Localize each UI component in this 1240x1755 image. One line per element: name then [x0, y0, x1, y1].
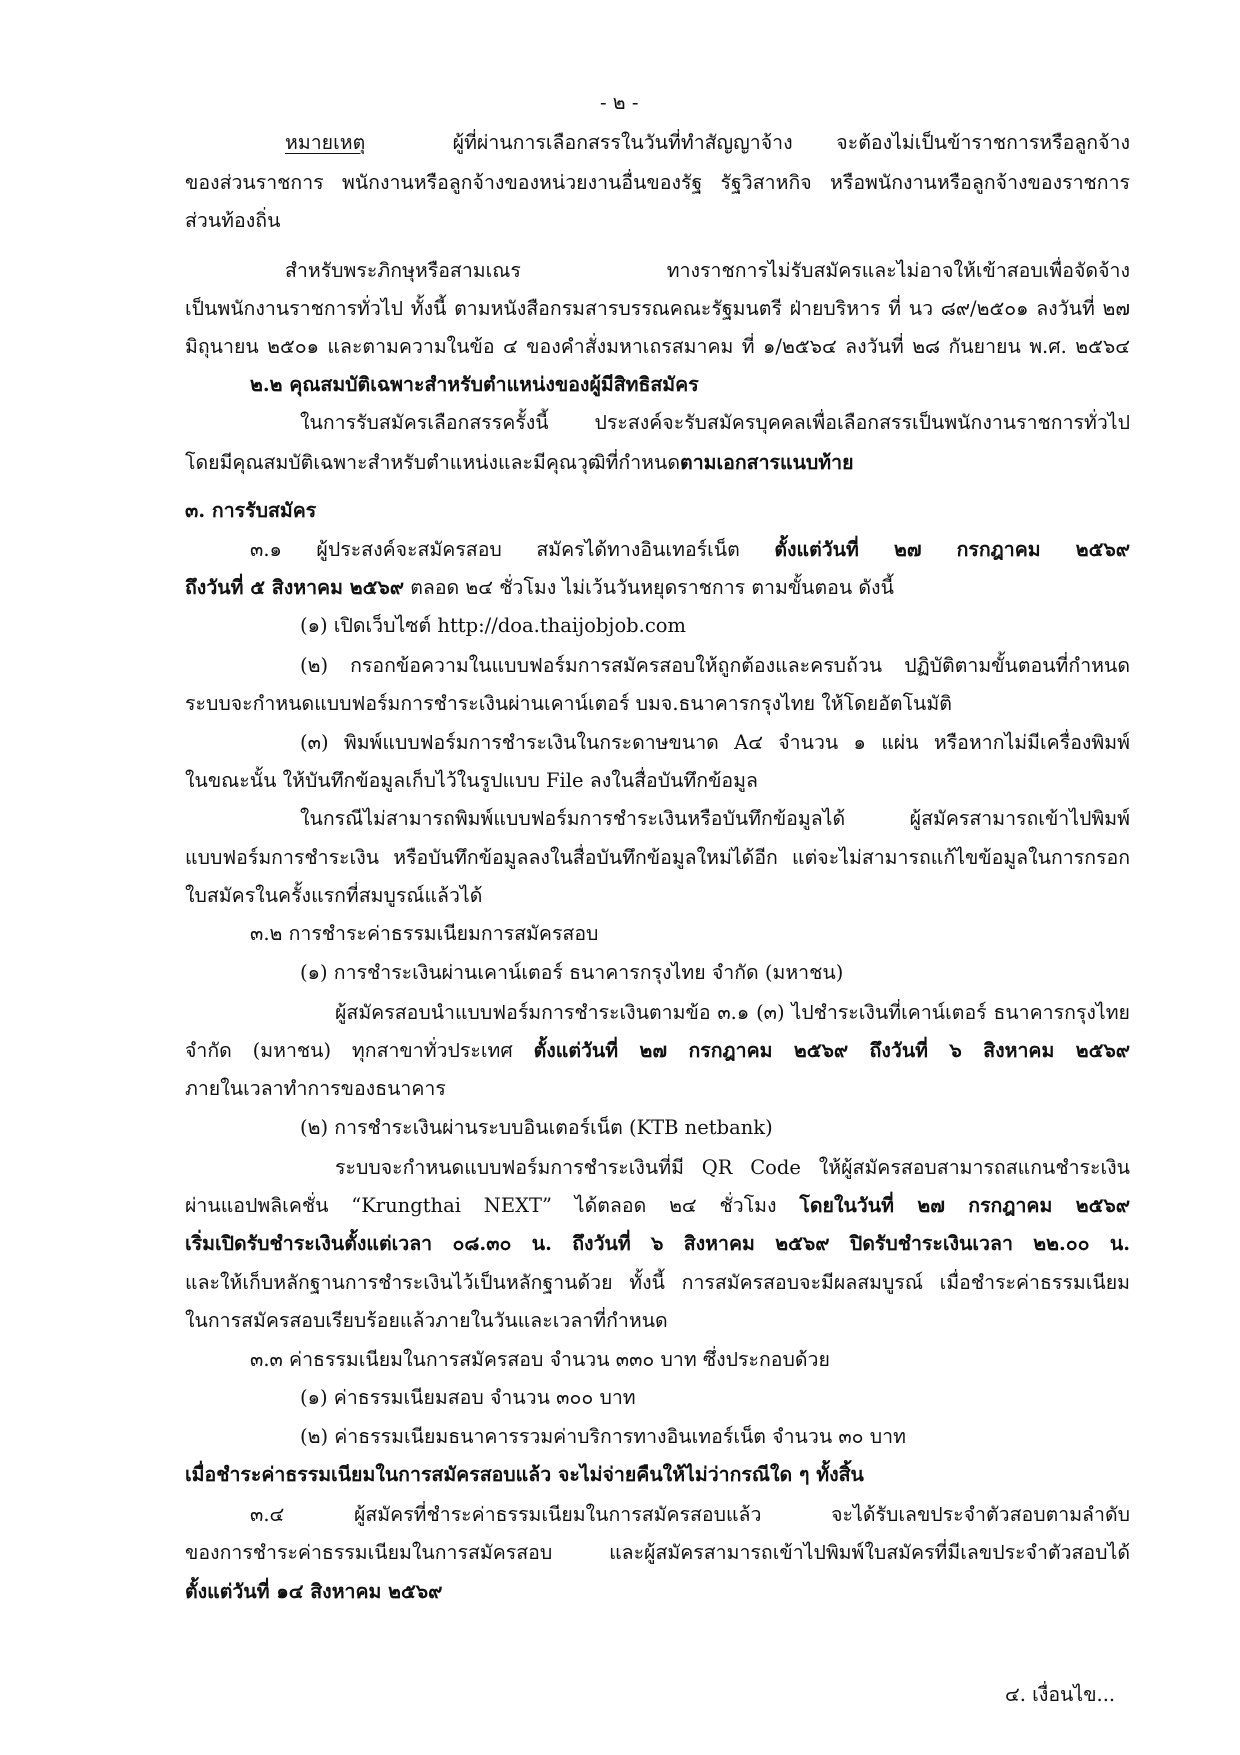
s31-item-2-line-2: ระบบจะกำหนดแบบฟอร์มการชำระเงินผ่านเคาน์เตอร์ บมจ.ธนาคารกรุงไทย ให้โดยอัตโนมัติ — [185, 692, 952, 715]
s32-item-2-line-4: และให้เก็บหลักฐานการชำระเงินไว้เป็นหลักฐานด้วย ทั้งนี้ การสมัครสอบจะมีผลสมบูรณ์ เมื่อชำระค่าธรรมเนียม — [185, 1271, 1130, 1294]
note-line-3: ส่วนท้องถิ่น — [185, 209, 281, 232]
s31-para-line-1: ในกรณีไม่สามารถพิมพ์แบบฟอร์มการชำระเงินหรือบันทึกข้อมูลได้ ผู้สมัครสามารถเข้าไปพิมพ์ — [300, 807, 1130, 830]
s34-line-3: ตั้งแต่วันที่ ๑๔ สิงหาคม ๒๕๖๙ — [185, 1580, 443, 1603]
section-3-heading: ๓. การรับสมัคร — [185, 499, 317, 522]
s33-line-1: ๓.๓ ค่าธรรมเนียมในการสมัครสอบ จำนวน ๓๓๐ บาท ซึ่งประกอบด้วย — [250, 1348, 830, 1371]
s31-line-1 — [250, 537, 1130, 563]
s32-item-2-line-2 — [185, 1193, 1130, 1219]
note-label: หมายเหตุ — [285, 131, 366, 154]
s32-item-1-line-3: ภายในเวลาทำการของธนาคาร — [185, 1077, 446, 1100]
monk-line-3: มิถุนายน ๒๕๐๑ และตามความในข้อ ๔ ของคำสั่งมหาเถรสมาคม ที่ ๑/๒๕๖๔ ลงวันที่ ๒๘ กันยายน พ.ศ. ๒๕๖๔ — [185, 335, 1130, 358]
s31-line-1a: ๓.๑ ผู้ประสงค์จะสมัครสอบ สมัครได้ทางอินเทอร์เน็ต — [250, 538, 740, 561]
s32-item-1-line-2a: จำกัด (มหาชน) ทุกสาขาทั่วประเทศ — [185, 1039, 513, 1062]
s32-item-1-line-1: ผู้สมัครสอบนำแบบฟอร์มการชำระเงินตามข้อ ๓.๑ (๓) ไปชำระเงินที่เคาน์เตอร์ ธนาคารกรุงไทย — [335, 1001, 1130, 1024]
monk-line-1: สำหรับพระภิกษุหรือสามเณร ทางราชการไม่รับสมัครและไม่อาจให้เข้าสอบเพื่อจัดจ้าง — [285, 259, 1130, 282]
s31-line-2b: ตลอด ๒๔ ชั่วโมง ไม่เว้นวันหยุดราชการ ตามขั้นตอน ดังนี้ — [410, 576, 894, 599]
s31-item-1: (๑) เปิดเว็บไซต์ http://doa.thaijobjob.com — [300, 614, 687, 637]
s31-para-line-3: ใบสมัครในครั้งแรกที่สมบูรณ์แล้วได้ — [185, 884, 483, 907]
s31-item-2-line-1: (๒) กรอกข้อความในแบบฟอร์มการสมัครสอบให้ถูกต้องและครบถ้วน ปฏิบัติตามขั้นตอนที่กำหนด — [300, 654, 1130, 677]
s34-line-2: ของการชำระค่าธรรมเนียมในการสมัครสอบ และผู้สมัครสามารถเข้าไปพิมพ์ใบสมัครที่มีเลขประจำตัวสอบได้ — [185, 1541, 1130, 1564]
s22-line-2 — [185, 450, 854, 476]
s32-item-2-line-3: เริ่มเปิดรับชำระเงินตั้งแต่เวลา ๐๘.๓๐ น. ถึงวันที่ ๖ สิงหาคม ๒๕๖๙ ปิดรับชำระเงินเวลา ๒๒.๐๐ น. — [185, 1232, 1130, 1255]
page-number: - ๒ - — [600, 91, 639, 114]
s22-line-2a: โดยมีคุณสมบัติเฉพาะสำหรับตำแหน่งและมีคุณวุฒิที่กำหนด — [185, 451, 681, 474]
note-text-1: ผู้ที่ผ่านการเลือกสรรในวันที่ทำสัญญาจ้าง จะต้องไม่เป็นข้าราชการหรือลูกจ้าง — [452, 131, 1130, 154]
s22-attachment: ตามเอกสารแนบท้าย — [680, 451, 854, 474]
section-3-2-heading: ๓.๒ การชำระค่าธรรมเนียมการสมัครสอบ — [250, 922, 599, 945]
continuation-marker: ๔. เงื่อนไข... — [1005, 1683, 1116, 1706]
s32-item-2-line-2a: ผ่านแอปพลิเคชั่น “Krungthai NEXT” ได้ตลอด ๒๔ ชั่วโมง — [185, 1194, 777, 1217]
s22-line-1: ในการรับสมัครเลือกสรรครั้งนี้ ประสงค์จะรับสมัครบุคคลเพื่อเลือกสรรเป็นพนักงานราชการทั่วไป — [300, 411, 1130, 434]
s32-item-1: (๑) การชำระเงินผ่านเคาน์เตอร์ ธนาคารกรุงไทย จำกัด (มหาชน) — [300, 961, 844, 984]
s32-item-1-line-2 — [185, 1038, 1130, 1064]
s31-line-2 — [185, 575, 894, 601]
s32-item-2: (๒) การชำระเงินผ่านระบบอินเตอร์เน็ต (KTB netbank) — [300, 1116, 773, 1139]
note-line-2: ของส่วนราชการ พนักงานหรือลูกจ้างของหน่วยงานอื่นของรัฐ รัฐวิสาหกิจ หรือพนักงานหรือลูกจ้างของราชการ — [185, 171, 1130, 194]
s32-item-2-line-1: ระบบจะกำหนดแบบฟอร์มการชำระเงินที่มี QR Code ให้ผู้สมัครสอบสามารถสแกนชำระเงิน — [335, 1156, 1130, 1179]
s31-item-3-line-1: (๓) พิมพ์แบบฟอร์มการชำระเงินในกระดาษขนาด A๔ จำนวน ๑ แผ่น หรือหากไม่มีเครื่องพิมพ์ — [300, 731, 1130, 754]
s32-counter-dates: ตั้งแต่วันที่ ๒๗ กรกฎาคม ๒๕๖๙ ถึงวันที่ ๖ สิงหาคม ๒๕๖๙ — [533, 1039, 1130, 1062]
note-line-1 — [285, 130, 1130, 156]
s32-online-start: โดยในวันที่ ๒๗ กรกฎาคม ๒๕๖๙ — [799, 1194, 1130, 1217]
s31-para-line-2: แบบฟอร์มการชำระเงิน หรือบันทึกข้อมูลลงในสื่อบันทึกข้อมูลใหม่ได้อีก แต่จะไม่สามารถแก้ไขข้อมูลในการกรอก — [185, 846, 1130, 869]
s32-item-2-line-5: ในการสมัครสอบเรียบร้อยแล้วภายในวันและเวลาที่กำหนด — [185, 1309, 668, 1332]
s31-end-date: ถึงวันที่ ๕ สิงหาคม ๒๕๖๙ — [185, 576, 404, 599]
s34-line-1: ๓.๔ ผู้สมัครที่ชำระค่าธรรมเนียมในการสมัครสอบแล้ว จะได้รับเลขประจำตัวสอบตามลำดับ — [250, 1503, 1130, 1526]
section-2-2-heading: ๒.๒ คุณสมบัติเฉพาะสำหรับตำแหน่งของผู้มีสิทธิสมัคร — [250, 373, 699, 396]
s33-warning: เมื่อชำระค่าธรรมเนียมในการสมัครสอบแล้ว จะไม่จ่ายคืนให้ไม่ว่ากรณีใด ๆ ทั้งสิ้น — [185, 1463, 864, 1486]
s33-item-1: (๑) ค่าธรรมเนียมสอบ จำนวน ๓๐๐ บาท — [300, 1386, 636, 1409]
s31-item-3-line-2: ในขณะนั้น ให้บันทึกข้อมูลเก็บไว้ในรูปแบบ File ลงในสื่อบันทึกข้อมูล — [185, 769, 758, 792]
monk-line-2: เป็นพนักงานราชการทั่วไป ทั้งนี้ ตามหนังสือกรมสารบรรณคณะรัฐมนตรี ฝ่ายบริหาร ที่ นว ๘๙/๒๕๐๑ ลงวันที่ ๒๗ — [185, 297, 1130, 320]
s31-start-date: ตั้งแต่วันที่ ๒๗ กรกฎาคม ๒๕๖๙ — [774, 538, 1130, 561]
s33-item-2: (๒) ค่าธรรมเนียมธนาคารรวมค่าบริการทางอินเทอร์เน็ต จำนวน ๓๐ บาท — [300, 1425, 906, 1448]
